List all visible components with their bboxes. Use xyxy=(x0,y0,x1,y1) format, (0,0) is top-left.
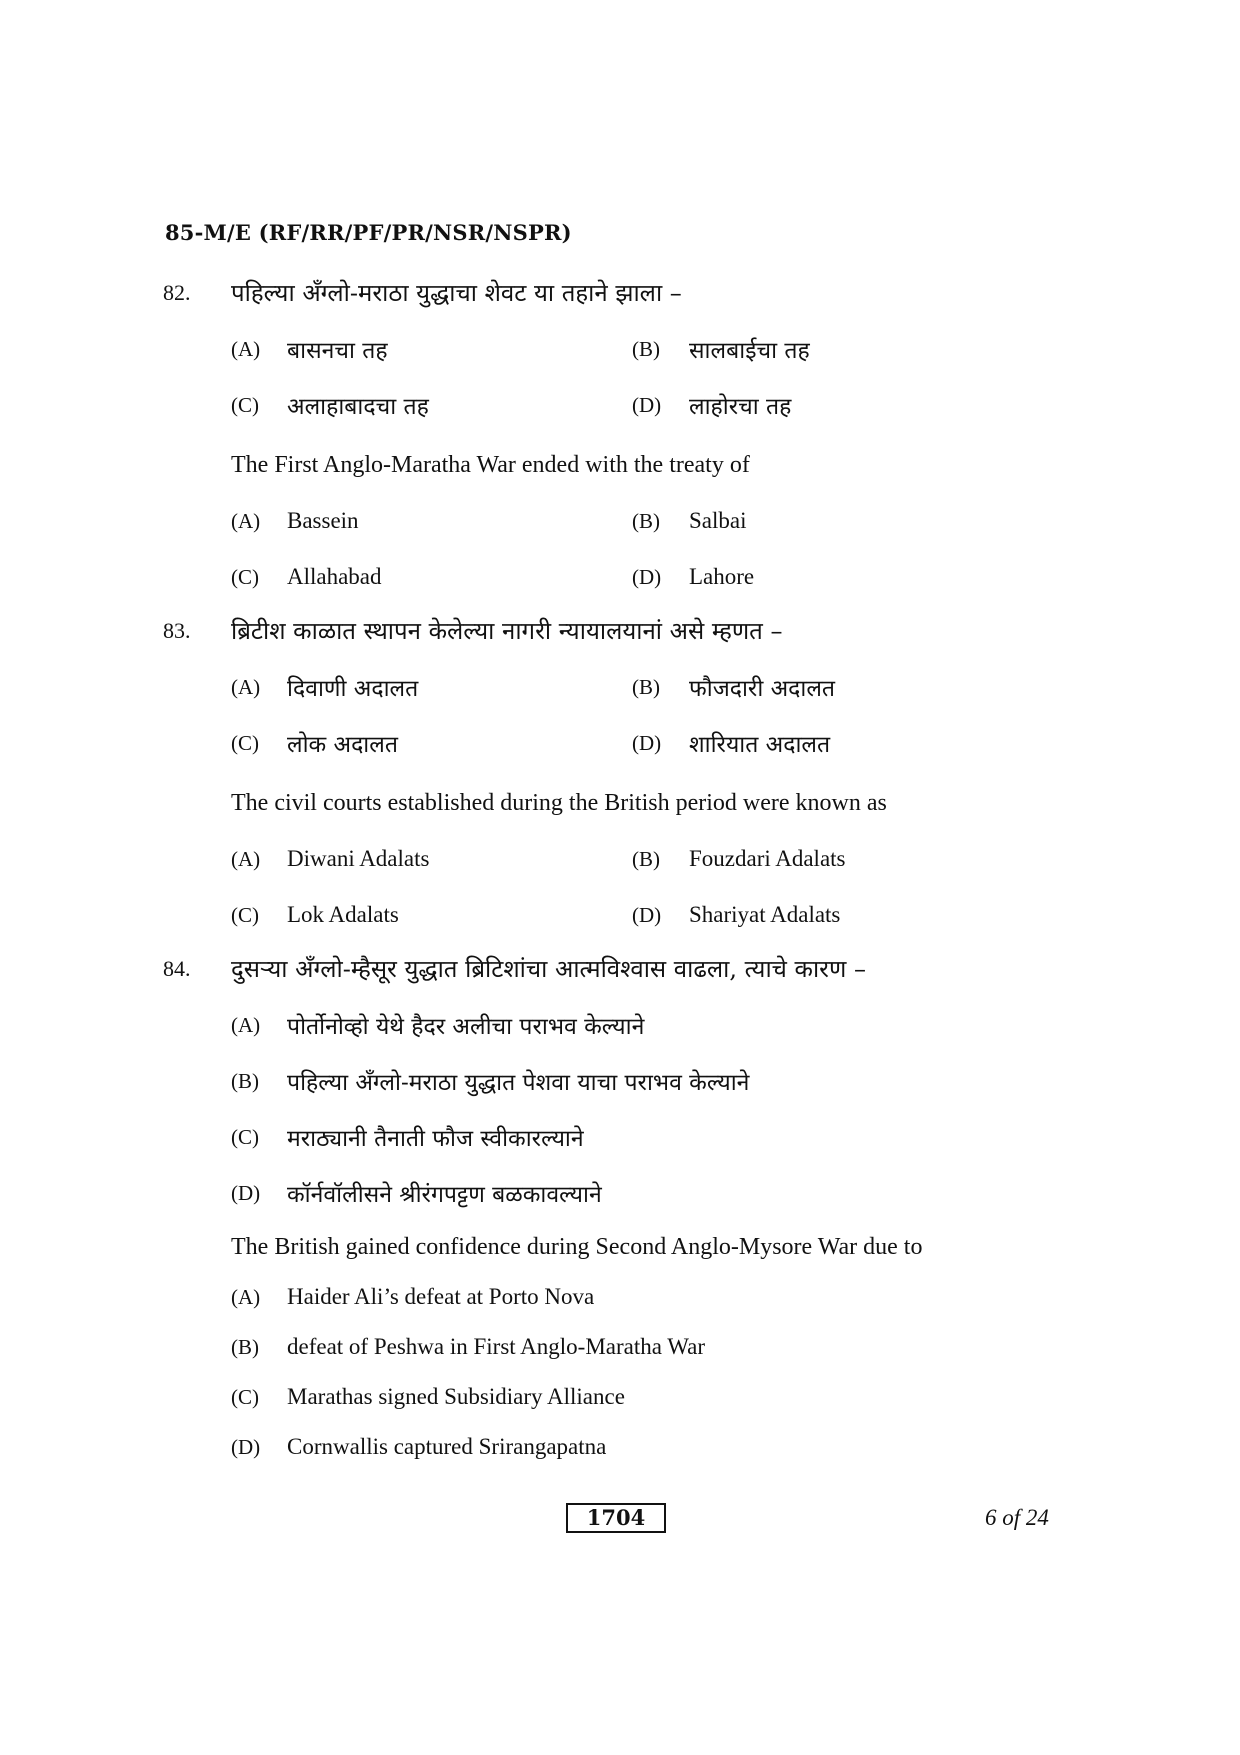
q82-en-option-c-label: (C) xyxy=(231,565,259,589)
q83-mr-option-c-text: लोक अदालत xyxy=(287,732,398,758)
q82-mr-option-a-label: (A) xyxy=(231,337,261,361)
q84-mr-option-c-text: मराठ्यानी तैनाती फौज स्वीकारल्याने xyxy=(287,1126,584,1152)
q83-mr-option-d-text: शारियात अदालत xyxy=(689,732,831,758)
booklet-code-box: 1704 xyxy=(566,1503,666,1533)
q82-en-option-d-label: (D) xyxy=(632,565,662,589)
q82-en-option-d-text: Lahore xyxy=(689,564,755,589)
question-84-number: 84. xyxy=(163,956,191,981)
q83-mr-option-a-text: दिवाणी अदालत xyxy=(287,676,419,702)
q84-mr-option-b-label: (B) xyxy=(231,1069,259,1093)
q84-mr-option-c-label: (C) xyxy=(231,1125,259,1149)
q84-en-option-c-text: Marathas signed Subsidiary Alliance xyxy=(287,1384,625,1409)
page-number: 6 of 24 xyxy=(985,1505,1049,1530)
q83-mr-option-b-text: फौजदारी अदालत xyxy=(689,676,836,702)
q82-mr-option-d-text: लाहोरचा तह xyxy=(689,394,792,420)
question-84-english-text: The British gained confidence during Second Anglo-Mysore War due to xyxy=(231,1234,923,1260)
question-83-number: 83. xyxy=(163,618,191,643)
q82-en-option-a-text: Bassein xyxy=(287,508,359,533)
q82-mr-option-d-label: (D) xyxy=(632,393,662,417)
q84-mr-option-d-text: कॉर्नवॉलीसने श्रीरंगपट्टण बळकावल्याने xyxy=(287,1182,602,1208)
q82-mr-option-b-text: सालबाईचा तह xyxy=(689,338,810,364)
q82-mr-option-b-label: (B) xyxy=(632,337,660,361)
q84-en-option-d-label: (D) xyxy=(231,1435,261,1459)
q83-mr-option-d-label: (D) xyxy=(632,731,662,755)
q82-en-option-c-text: Allahabad xyxy=(287,564,382,589)
q84-en-option-d-text: Cornwallis captured Srirangapatna xyxy=(287,1434,607,1459)
q84-mr-option-d-label: (D) xyxy=(231,1181,261,1205)
q84-mr-option-a-text: पोर्तोनोव्हो येथे हैदर अलीचा पराभव केल्याने xyxy=(287,1014,645,1040)
question-82-marathi-text: पहिल्या अँग्लो-मराठा युद्धाचा शेवट या तहाने झाला – xyxy=(231,279,682,307)
q84-mr-option-b-text: पहिल्या अँग्लो-मराठा युद्धात पेशवा याचा पराभव केल्याने xyxy=(287,1070,750,1096)
question-83-english-text: The civil courts established during the British period were known as xyxy=(231,790,887,816)
q83-en-option-b-text: Fouzdari Adalats xyxy=(689,846,846,871)
q84-en-option-c-label: (C) xyxy=(231,1385,259,1409)
q83-mr-option-b-label: (B) xyxy=(632,675,660,699)
q84-en-option-b-text: defeat of Peshwa in First Anglo-Maratha War xyxy=(287,1334,706,1359)
q82-en-option-b-label: (B) xyxy=(632,509,660,533)
q83-mr-option-a-label: (A) xyxy=(231,675,261,699)
q83-en-option-c-label: (C) xyxy=(231,903,259,927)
q82-mr-option-c-text: अलाहाबादचा तह xyxy=(287,394,429,420)
q82-en-option-a-label: (A) xyxy=(231,509,261,533)
q84-en-option-a-text: Haider Ali’s defeat at Porto Nova xyxy=(287,1284,595,1309)
q84-en-option-a-label: (A) xyxy=(231,1285,261,1309)
q82-mr-option-a-text: बासनचा तह xyxy=(287,338,388,364)
q83-en-option-a-label: (A) xyxy=(231,847,261,871)
q82-en-option-b-text: Salbai xyxy=(689,508,747,533)
q83-en-option-b-label: (B) xyxy=(632,847,660,871)
question-82-number: 82. xyxy=(163,280,191,305)
question-84-marathi-text: दुसऱ्या अँग्लो-म्हैसूर युद्धात ब्रिटिशांचा आत्मविश्वास वाढला, त्याचे कारण – xyxy=(231,955,866,983)
paper-code-header: 85-M/E (RF/RR/PF/PR/NSR/NSPR) xyxy=(165,220,572,245)
question-83-marathi-text: ब्रिटीश काळात स्थापन केलेल्या नागरी न्यायालयानां असे म्हणत – xyxy=(231,617,783,645)
q83-mr-option-c-label: (C) xyxy=(231,731,259,755)
q84-mr-option-a-label: (A) xyxy=(231,1013,261,1037)
q83-en-option-c-text: Lok Adalats xyxy=(287,902,399,927)
q82-mr-option-c-label: (C) xyxy=(231,393,259,417)
q83-en-option-d-text: Shariyat Adalats xyxy=(689,902,841,927)
q84-en-option-b-label: (B) xyxy=(231,1335,259,1359)
q83-en-option-d-label: (D) xyxy=(632,903,662,927)
q83-en-option-a-text: Diwani Adalats xyxy=(287,846,430,871)
question-82-english-text: The First Anglo-Maratha War ended with the treaty of xyxy=(231,452,750,478)
